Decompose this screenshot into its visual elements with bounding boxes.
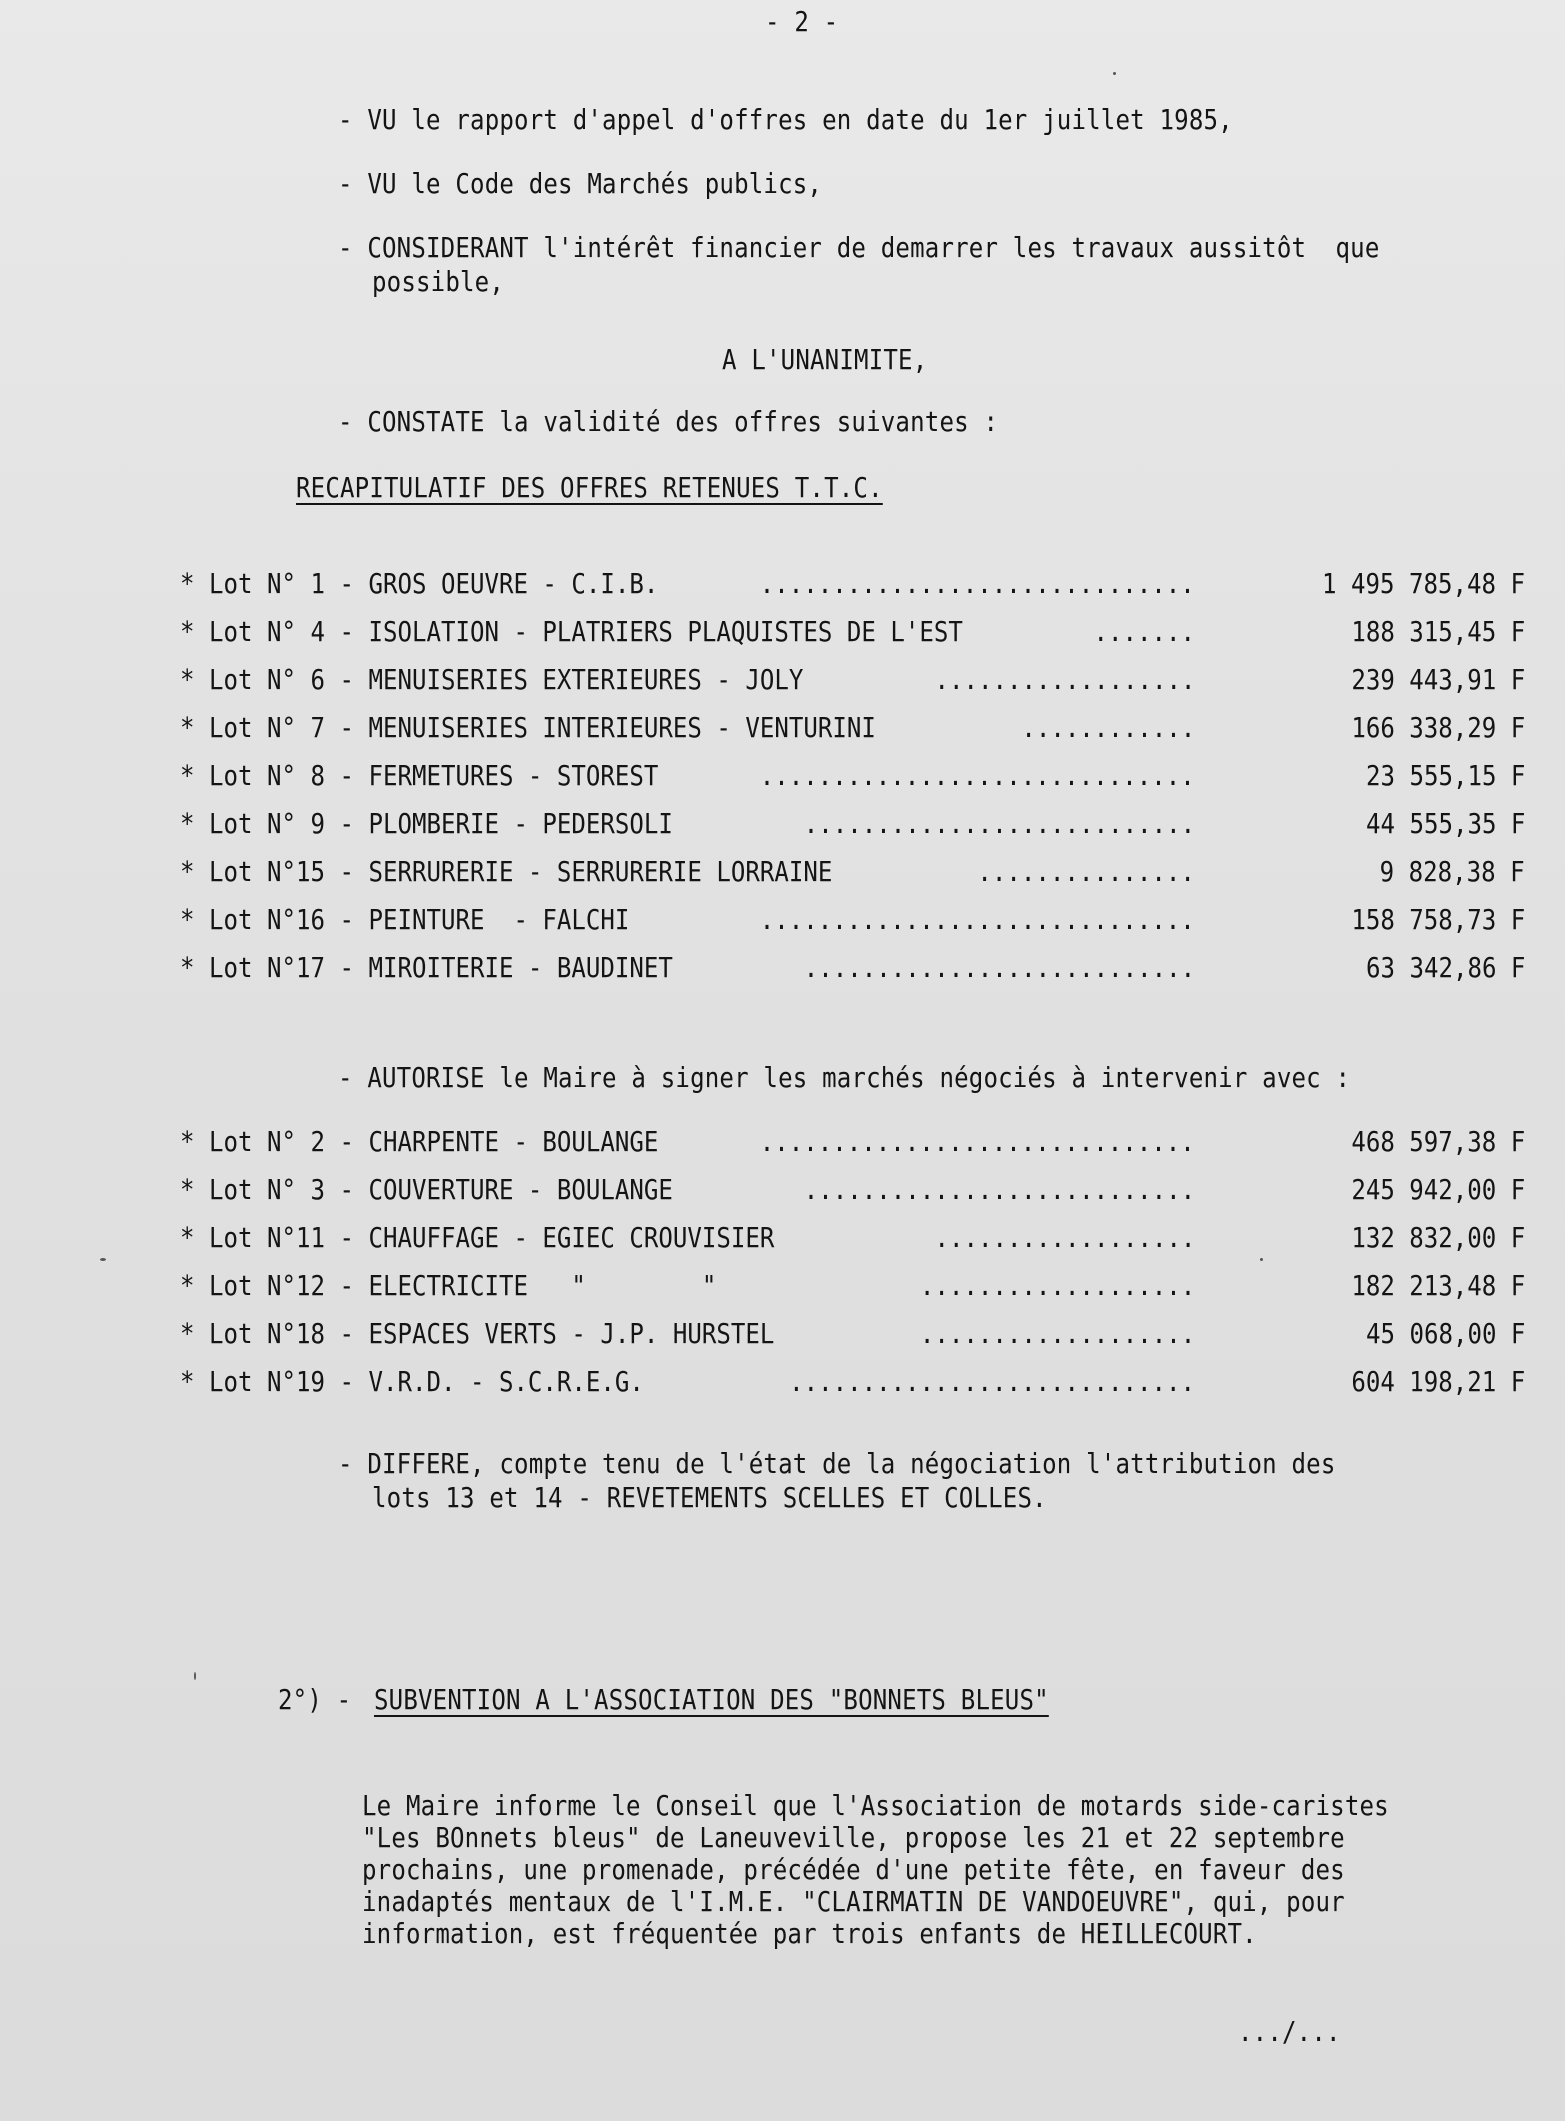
leader-dots: ........................... — [803, 951, 1195, 984]
leader-dots: ............... — [977, 855, 1195, 888]
lot-row — [180, 856, 1525, 896]
lot-amount: 239 443,91 F — [1351, 663, 1525, 696]
autorise-line: - AUTORISE le Maire à signer les marchés négociés à intervenir avec : — [338, 1061, 1351, 1094]
leader-dots: .................. — [934, 663, 1195, 696]
lot-label: * Lot N° 4 - ISOLATION - PLATRIERS PLAQUISTES DE L'EST — [180, 615, 963, 648]
lot-label: * Lot N°17 - MIROITERIE - BAUDINET — [180, 951, 673, 984]
preamble-line-4: possible, — [372, 265, 505, 298]
leader-dots: .............................. — [760, 903, 1195, 936]
section-2-number: 2°) - — [278, 1683, 352, 1716]
lot-amount: 45 068,00 F — [1365, 1317, 1525, 1350]
lot-row — [180, 1366, 1525, 1406]
lot-label: * Lot N° 1 - GROS OEUVRE - C.I.B. — [180, 567, 659, 600]
lot-label: * Lot N°16 - PEINTURE - FALCHI — [180, 903, 630, 936]
lot-amount: 188 315,45 F — [1351, 615, 1525, 648]
paper-speck — [1113, 72, 1116, 75]
lot-label: * Lot N°19 - V.R.D. - S.C.R.E.G. — [180, 1365, 644, 1398]
preamble-line-1: - VU le rapport d'appel d'offres en date du 1er juillet 1985, — [338, 103, 1233, 136]
leader-dots: .............................. — [760, 1125, 1195, 1158]
lot-row — [180, 952, 1525, 992]
paper-speck — [194, 1672, 196, 1680]
leader-dots: ................... — [919, 1317, 1195, 1350]
leader-dots: .............................. — [760, 567, 1195, 600]
paragraph-line-1: Le Maire informe le Conseil que l'Association de motards side-caristes — [362, 1789, 1389, 1822]
lot-label: * Lot N°15 - SERRURERIE - SERRURERIE LORRAINE — [180, 855, 833, 888]
lot-row — [180, 1270, 1525, 1310]
leader-dots: .............................. — [760, 759, 1195, 792]
lot-label: * Lot N° 8 - FERMETURES - STOREST — [180, 759, 659, 792]
lot-row — [180, 616, 1525, 656]
differe-line-1: - DIFFERE, compte tenu de l'état de la négociation l'attribution des — [338, 1447, 1336, 1480]
lot-amount: 1 495 785,48 F — [1322, 567, 1525, 600]
preamble-line-3: - CONSIDERANT l'intérêt financier de demarrer les travaux aussitôt que — [338, 231, 1380, 264]
lot-label: * Lot N° 3 - COUVERTURE - BOULANGE — [180, 1173, 673, 1206]
lot-row — [180, 760, 1525, 800]
lot-amount: 132 832,00 F — [1351, 1221, 1525, 1254]
paragraph-line-4: inadaptés mentaux de l'I.M.E. "CLAIRMATIN DE VANDOEUVRE", qui, pour — [362, 1885, 1345, 1918]
lot-amount: 245 942,00 F — [1351, 1173, 1525, 1206]
lot-row — [180, 808, 1525, 848]
lot-row — [180, 664, 1525, 704]
leader-dots: ................... — [919, 1269, 1195, 1302]
leader-dots: ....... — [1093, 615, 1195, 648]
lot-amount: 166 338,29 F — [1351, 711, 1525, 744]
section-2-title: SUBVENTION A L'ASSOCIATION DES "BONNETS BLEUS" — [374, 1683, 1049, 1716]
lot-amount: 604 198,21 F — [1351, 1365, 1525, 1398]
preamble-line-2: - VU le Code des Marchés publics, — [338, 167, 823, 200]
lot-amount: 158 758,73 F — [1351, 903, 1525, 936]
paper-speck — [100, 1258, 106, 1261]
lot-label: * Lot N°18 - ESPACES VERTS - J.P. HURSTEL — [180, 1317, 775, 1350]
lot-amount: 23 555,15 F — [1365, 759, 1525, 792]
lot-label: * Lot N° 2 - CHARPENTE - BOULANGE — [180, 1125, 659, 1158]
lot-row — [180, 1174, 1525, 1214]
paper-speck — [1260, 1258, 1263, 1261]
lot-row — [180, 568, 1525, 608]
recap-title: RECAPITULATIF DES OFFRES RETENUES T.T.C. — [296, 471, 883, 504]
lot-amount: 182 213,48 F — [1351, 1269, 1525, 1302]
lot-amount: 468 597,38 F — [1351, 1125, 1525, 1158]
lot-label: * Lot N°11 - CHAUFFAGE - EGIEC CROUVISIER — [180, 1221, 775, 1254]
constate-line: - CONSTATE la validité des offres suivantes : — [338, 405, 999, 438]
leader-dots: ........................... — [803, 1173, 1195, 1206]
lot-label: * Lot N° 9 - PLOMBERIE - PEDERSOLI — [180, 807, 673, 840]
lot-amount: 44 555,35 F — [1365, 807, 1525, 840]
paragraph-line-2: "Les BOnnets bleus" de Laneuveville, propose les 21 et 22 septembre — [362, 1821, 1345, 1854]
lot-row — [180, 1318, 1525, 1358]
lot-row — [180, 904, 1525, 944]
paragraph-line-5: information, est fréquentée par trois enfants de HEILLECOURT. — [362, 1917, 1257, 1950]
lot-row — [180, 1126, 1525, 1166]
lot-label: * Lot N°12 - ELECTRICITE " " — [180, 1269, 717, 1302]
lot-amount: 63 342,86 F — [1365, 951, 1525, 984]
differe-line-2: lots 13 et 14 - REVETEMENTS SCELLES ET COLLES. — [372, 1481, 1047, 1514]
lot-row — [180, 712, 1525, 752]
lot-label: * Lot N° 7 - MENUISERIES INTERIEURES - VENTURINI — [180, 711, 876, 744]
unanimity-heading: A L'UNANIMITE, — [722, 343, 928, 376]
paragraph-line-3: prochains, une promenade, précédée d'une petite fête, en faveur des — [362, 1853, 1345, 1886]
leader-dots: ........................... — [803, 807, 1195, 840]
page-number: - 2 - — [765, 5, 839, 38]
lot-amount: 9 828,38 F — [1380, 855, 1525, 888]
lot-label: * Lot N° 6 - MENUISERIES EXTERIEURES - JOLY — [180, 663, 804, 696]
continuation-mark: .../... — [1238, 2015, 1341, 2048]
leader-dots: .................. — [934, 1221, 1195, 1254]
leader-dots: ............ — [1021, 711, 1195, 744]
lot-row — [180, 1222, 1525, 1262]
leader-dots: ............................ — [789, 1365, 1195, 1398]
